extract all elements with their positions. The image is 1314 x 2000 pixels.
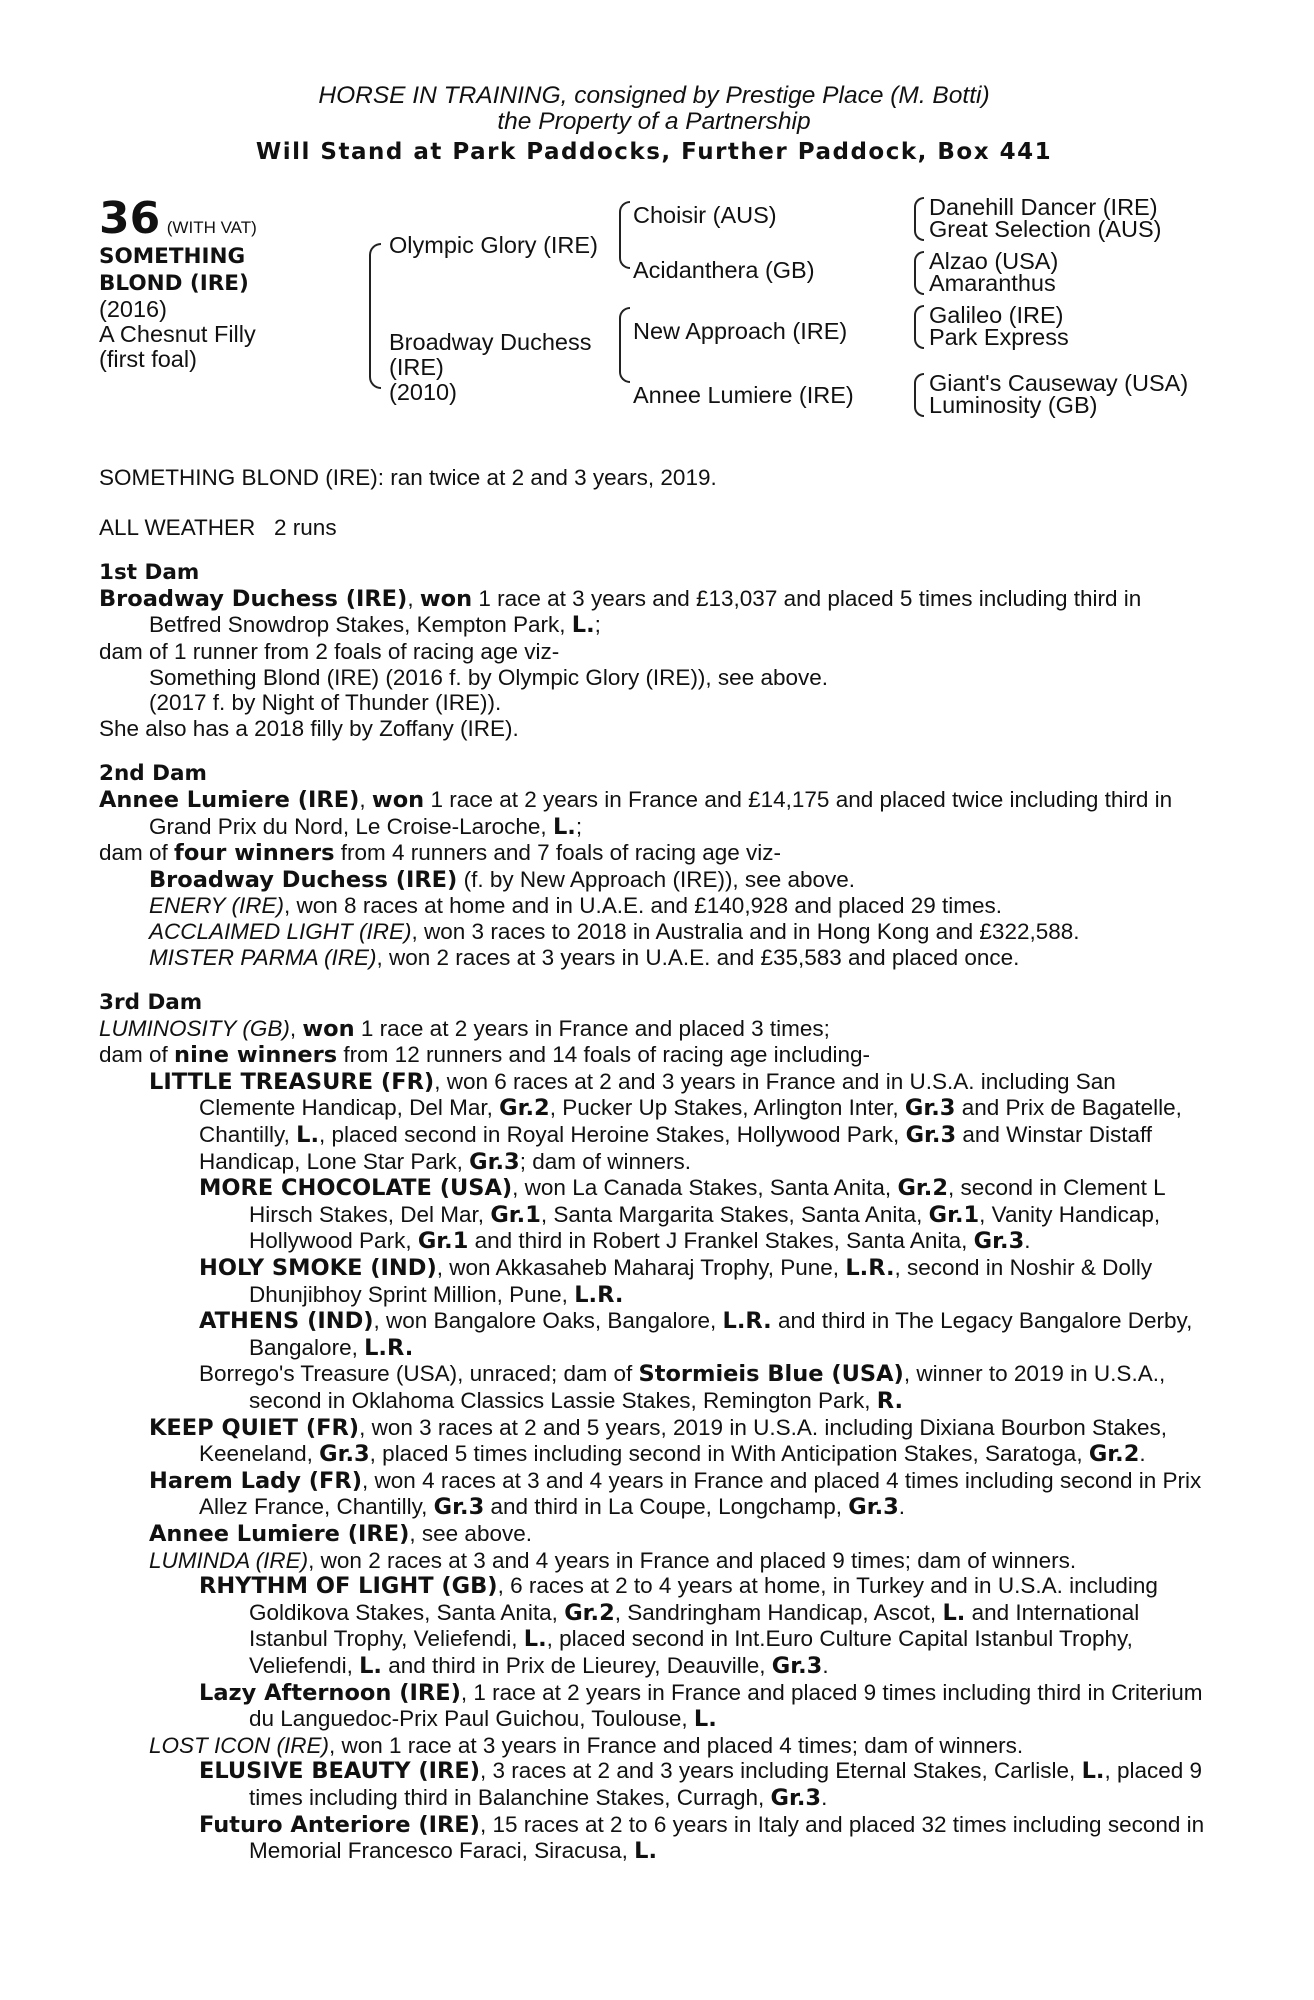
produce-item: Lazy Afternoon (IRE), 1 race at 2 years in France and placed 9 times including third in Criterium du Languedoc-Prix Paul Guichou, Toulouse, L. — [199, 1679, 1203, 1733]
produce-item: LITTLE TREASURE (FR), won 6 races at 2 and 3 years in France and in U.S.A. including San Clemente Handicap, Del Mar, Gr.2, Pucker Up Stakes, Arlington Inter, Gr.3 and Prix de Bagatelle, Chantilly, L., placed second in Royal Heroine Stakes, Hollywood Park, Gr.3 and Winstar Distaff Handicap, Lone Star Park, Gr.3; dam of winners. — [149, 1068, 1182, 1175]
produce-item: Broadway Duchess (IRE) (f. by New Approach (IRE)), see above. — [149, 866, 856, 893]
sire: Olympic Glory (IRE) — [389, 232, 598, 258]
dam-sire: New Approach (IRE) — [633, 318, 848, 344]
produce-item: Harem Lady (FR), won 4 races at 3 and 4 years in France and placed 4 times including second in Prix Allez France, Chantilly, Gr.3 and third in La Coupe, Longchamp, Gr.3. — [149, 1467, 1202, 1521]
second-dam-heading: 2nd Dam — [99, 761, 207, 787]
produce-note: She also has a 2018 filly by Zoffany (IRE). — [99, 715, 519, 741]
header-line-1: HORSE IN TRAINING, consigned by Prestige Place (M. Botti) — [318, 82, 990, 109]
third-dam-heading: 3rd Dam — [99, 990, 203, 1016]
dam-produce-intro: dam of 1 runner from 2 foals of racing age viz- — [99, 638, 560, 664]
produce-item: Futuro Anteriore (IRE), 15 races at 2 to 6 years in Italy and placed 32 times including second in Memorial Francesco Faraci, Siracusa, L. — [199, 1811, 1205, 1865]
gen3-bracket-2 — [914, 251, 924, 295]
produce-item: KEEP QUIET (FR), won 3 races at 2 and 5 years, 2019 in U.S.A. including Dixiana Bourbon Stakes, Keeneland, Gr.3, placed 5 times including second in With Anticipation Stakes, Saratoga, Gr.2. — [149, 1414, 1168, 1468]
lot-number: 36 — [99, 193, 161, 244]
summary-line: SOMETHING BLOND (IRE): ran twice at 2 and 3 years, 2019. — [99, 465, 717, 490]
all-weather-line: ALL WEATHER 2 runs — [99, 514, 337, 540]
catalogue-body — [99, 465, 1209, 1865]
produce-item: Annee Lumiere (IRE), see above. — [149, 1520, 532, 1547]
dam-dam: Annee Lumiere (IRE) — [633, 382, 854, 408]
second-dam-produce-intro: dam of four winners from 4 runners and 7 foals of racing age viz- — [99, 840, 782, 867]
sire-sire-sire: Danehill Dancer (IRE) — [929, 194, 1158, 220]
produce-item: LOST ICON (IRE), won 1 race at 3 years in France and placed 4 times; dam of winners. — [149, 1732, 1024, 1758]
dam-sire-sire: Galileo (IRE) — [929, 302, 1064, 328]
gen2-dam-bracket — [619, 307, 630, 383]
dam-entry: Broadway Duchess (IRE), won 1 race at 3 years and £13,037 and placed 5 times including third in Betfred Snowdrop Stakes, Kempton Park, L.; — [99, 585, 1142, 639]
gen3-bracket-3 — [914, 305, 924, 349]
produce-item: ACCLAIMED LIGHT (IRE), won 3 races to 2018 in Australia and in Hong Kong and £322,588. — [149, 918, 1080, 944]
produce-item: MORE CHOCOLATE (USA), won La Canada Stakes, Santa Anita, Gr.2, second in Clement L Hirsch Stakes, Del Mar, Gr.1, Santa Margarita Stakes, Santa Anita, Gr.1, Vanity Handicap, Hollywood Park, Gr.1 and third in Robert J Frankel Stakes, Santa Anita, Gr.3. — [199, 1175, 1165, 1255]
gen3-bracket-1 — [914, 197, 924, 241]
produce-item: MISTER PARMA (IRE), won 2 races at 3 years in U.A.E. and £35,583 and placed once. — [149, 944, 1020, 970]
pedigree-block — [99, 195, 1209, 465]
sire-dam: Acidanthera (GB) — [633, 257, 815, 283]
third-dam-entry: LUMINOSITY (GB), won 1 race at 2 years in France and placed 3 times; — [99, 1015, 830, 1042]
third-dam-produce-intro: dam of nine winners from 12 runners and 14 foals of racing age including- — [99, 1042, 870, 1069]
gen2-sire-bracket — [619, 201, 630, 269]
produce-item: ENERY (IRE), won 8 races at home and in U.A.E. and £140,928 and placed 29 times. — [149, 893, 1002, 919]
produce-item: RHYTHM OF LIGHT (GB), 6 races at 2 to 4 years at home, in Turkey and in U.S.A. including Goldikova Stakes, Santa Anita, Gr.2, Sandringham Handicap, Ascot, L. and International Istanbul Trophy, Veliefendi, L., placed second in Int.Euro Culture Capital Istanbul Trophy, Veliefendi, L. and third in Prix de Lieurey, Deauville, Gr.3. — [199, 1573, 1158, 1679]
produce-item: Borrego's Treasure (USA), unraced; dam of Stormieis Blue (USA), winner to 2019 in U.S.A., second in Oklahoma Classics Lassie Stakes, Remington Park, R. — [199, 1361, 1166, 1414]
horse-name-2: BLOND (IRE) — [99, 271, 249, 296]
produce-item: (2017 f. by Night of Thunder (IRE)). — [149, 690, 502, 716]
second-dam-entry: Annee Lumiere (IRE), won 1 race at 2 years in France and £14,175 and placed twice including third in Grand Prix du Nord, Le Croise-Laroche, L.; — [99, 786, 1173, 840]
gen1-bracket — [369, 243, 381, 389]
dam-line-2: (IRE) — [389, 354, 444, 380]
dam-sire-dam: Park Express — [929, 324, 1069, 350]
gen3-bracket-4 — [914, 373, 924, 417]
produce-item: Something Blond (IRE) (2016 f. by Olympic Glory (IRE)), see above. — [149, 664, 829, 690]
sire-dam-sire: Alzao (USA) — [929, 248, 1059, 274]
produce-item: HOLY SMOKE (IND), won Akkasaheb Maharaj Trophy, Pune, L.R., second in Noshir & Dolly Dhunjibhoy Sprint Million, Pune, L.R. — [199, 1255, 1153, 1308]
produce-item: LUMINDA (IRE), won 2 races at 3 and 4 years in France and placed 9 times; dam of winners. — [149, 1547, 1077, 1573]
produce-item: ELUSIVE BEAUTY (IRE), 3 races at 2 and 3 years including Eternal Stakes, Carlisle, L., placed 9 times including third in Balanchine Stakes, Curragh, Gr.3. — [199, 1758, 1203, 1811]
header-line-2: the Property of a Partnership — [497, 108, 811, 135]
produce-item: ATHENS (IND), won Bangalore Oaks, Bangalore, L.R. and third in The Legacy Bangalore Derby, Bangalore, L.R. — [199, 1308, 1193, 1361]
foaling-year: (2016) — [99, 296, 167, 322]
vat-note: (WITH VAT) — [166, 218, 257, 237]
horse-name-1: SOMETHING — [99, 244, 246, 269]
sire-dam-dam: Amaranthus — [929, 270, 1056, 296]
header-location: Will Stand at Park Paddocks, Further Paddock, Box 441 — [255, 139, 1053, 165]
sire-sire-dam: Great Selection (AUS) — [929, 216, 1162, 242]
sire-sire: Choisir (AUS) — [633, 202, 777, 228]
horse-description: A Chesnut Filly — [99, 321, 256, 347]
first-dam-heading: 1st Dam — [99, 560, 200, 586]
dam-dam-sire: Giant's Causeway (USA) — [929, 370, 1189, 396]
foal-note: (first foal) — [99, 346, 197, 372]
dam-line-1: Broadway Duchess — [389, 329, 592, 355]
dam-line-3: (2010) — [389, 379, 457, 405]
catalogue-page — [99, 83, 1209, 1865]
dam-dam-dam: Luminosity (GB) — [929, 392, 1098, 418]
lot-info — [99, 195, 257, 372]
